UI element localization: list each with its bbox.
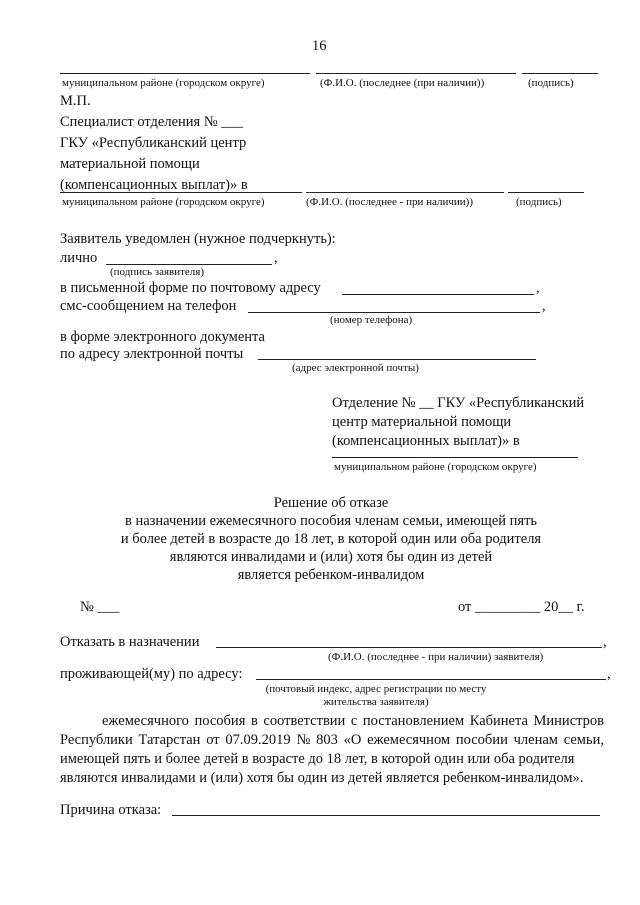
page-number: 16 bbox=[312, 38, 327, 54]
decision-line-4: являются инвалидами и (или) хотя бы один из детей bbox=[169, 549, 493, 565]
notify-mail: в письменной форме по почтовому адресу bbox=[60, 280, 321, 296]
notify-edoc-1: в форме электронного документа bbox=[60, 329, 265, 345]
caption-sign-1: (подпись) bbox=[528, 77, 574, 89]
decision-title: Решение об отказе bbox=[273, 495, 389, 511]
sign-line-1 bbox=[522, 73, 598, 74]
decision-line-5: является ребенком-инвалидом bbox=[237, 567, 425, 583]
caption-phone: (номер телефона) bbox=[330, 314, 413, 326]
notify-personal-comma: , bbox=[274, 250, 278, 266]
personal-sign-line bbox=[106, 264, 272, 265]
refuse-label: Отказать в назначении bbox=[60, 634, 200, 650]
caption-address-1: (почтовый индекс, адрес регистрации по месту bbox=[265, 683, 487, 695]
mail-address-line bbox=[342, 294, 534, 295]
email-line bbox=[258, 359, 536, 360]
stamp-place: М.П. bbox=[60, 93, 91, 109]
fio-line-1 bbox=[316, 73, 516, 74]
notify-edoc-2: по адресу электронной почты bbox=[60, 346, 244, 362]
notify-sms: смс-сообщением на телефон bbox=[60, 298, 237, 314]
specialist-line-2: ГКУ «Республиканский центр bbox=[60, 135, 247, 151]
addressee-line-3: (компенсационных выплат)» в bbox=[332, 433, 520, 449]
caption-email: (адрес электронной почты) bbox=[292, 362, 419, 374]
phone-line bbox=[248, 312, 540, 313]
caption-applicant-sign: (подпись заявителя) bbox=[110, 266, 205, 278]
caption-refuse-fio: (Ф.И.О. (последнее - при наличии) заявителя) bbox=[328, 651, 544, 663]
address-comma: , bbox=[607, 666, 611, 682]
district-line-2 bbox=[60, 192, 302, 193]
caption-fio-2: (Ф.И.О. (последнее - при наличии)) bbox=[306, 196, 473, 208]
decision-number: № ___ bbox=[80, 599, 120, 615]
reason-line bbox=[172, 815, 600, 816]
decision-line-3: и более детей в возрасте до 18 лет, в которой один или оба родителя bbox=[120, 531, 542, 547]
district-line-1 bbox=[60, 73, 310, 74]
sign-line-2 bbox=[508, 192, 584, 193]
addressee-line-2: центр материальной помощи bbox=[332, 414, 512, 430]
address-label: проживающей(му) по адресу: bbox=[60, 666, 243, 682]
notify-sms-comma: , bbox=[542, 298, 546, 314]
specialist-line-4: (компенсационных выплат)» в bbox=[60, 177, 248, 193]
specialist-line-3: материальной помощи bbox=[60, 156, 200, 172]
addressee-district-line bbox=[332, 457, 578, 458]
fio-line-2 bbox=[306, 192, 504, 193]
notify-title: Заявитель уведомлен (нужное подчеркнуть): bbox=[60, 231, 336, 247]
caption-fio-1: (Ф.И.О. (последнее (при наличии)) bbox=[320, 77, 485, 89]
body-line-2: Республики Татарстан от 07.09.2019 № 803 «О ежемесячном пособии членам семьи, bbox=[60, 732, 604, 748]
decision-line-2: в назначении ежемесячного пособия членам семьи, имеющей пять bbox=[124, 513, 538, 529]
reason-label: Причина отказа: bbox=[60, 802, 162, 818]
caption-addressee-district: муниципальном районе (городском округе) bbox=[334, 461, 537, 473]
notify-mail-comma: , bbox=[536, 280, 540, 296]
notify-personal: лично bbox=[60, 250, 98, 266]
specialist-line-1: Специалист отделения № ___ bbox=[60, 114, 244, 130]
caption-address-2: жительства заявителя) bbox=[323, 696, 429, 708]
body-line-4: являются инвалидами и (или) хотя бы один из детей является ребенком-инвалидом». bbox=[60, 770, 584, 786]
decision-date: от _________ 20__ г. bbox=[458, 599, 585, 615]
refuse-fio-line bbox=[216, 647, 602, 648]
caption-district-2: муниципальном районе (городском округе) bbox=[62, 196, 265, 208]
addressee-line-1: Отделение № __ ГКУ «Республиканский bbox=[332, 395, 585, 411]
caption-sign-2: (подпись) bbox=[516, 196, 562, 208]
body-line-3: имеющей пять и более детей в возрасте до 18 лет, в которой один или оба родителя bbox=[60, 751, 575, 767]
body-line-1: ежемесячного пособия в соответствии с постановлением Кабинета Министров bbox=[102, 713, 604, 729]
address-line bbox=[256, 679, 606, 680]
refuse-comma: , bbox=[603, 634, 607, 650]
caption-district-1: муниципальном районе (городском округе) bbox=[62, 77, 265, 89]
